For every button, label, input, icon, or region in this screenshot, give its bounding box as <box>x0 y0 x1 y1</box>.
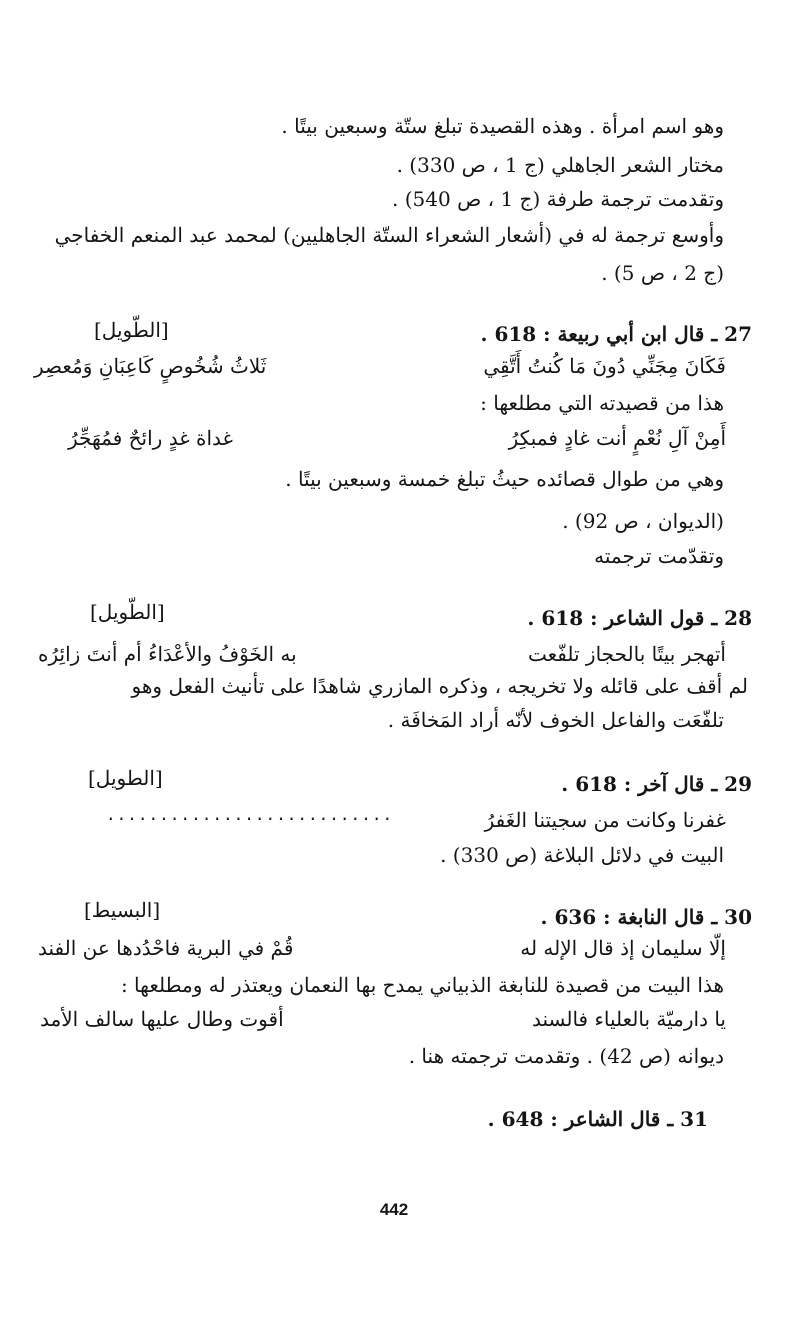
text-line: لم أقف على قائله ولا تخريجه ، وذكره المازري شاهدًا على تأنيث الفعل وهو <box>131 674 748 698</box>
verse-hemistich-first: يا دارميّة بالعلياء فالسند <box>531 1007 726 1031</box>
meter-label: [الطّويل] <box>94 318 169 342</box>
text-line: هذا البيت من قصيدة للنابغة الذبياني يمدح بها النعمان ويعتذر له ومطلعها : <box>120 973 724 997</box>
text-line: وهو اسم امرأة . وهذه القصيدة تبلغ ستّة وسبعين بيتًا . <box>281 114 724 138</box>
entry-heading: 30 ـ قال النابغة : 636 . <box>540 905 752 929</box>
meter-label: [البسيط] <box>84 898 161 922</box>
text-line: البيت في دلائل البلاغة (ص 330) . <box>440 843 724 867</box>
text-line: وهي من طوال قصائده حيثُ تبلغ خمسة وسبعين بيتًا . <box>285 467 724 491</box>
verse-hemistich-second: ثَلاثُ شُخُوصٍ كَاعِبَانِ وَمُعصِر <box>34 354 267 378</box>
verse-hemistich-first: فَكَانَ مِجَنِّي دُونَ مَا كُنتُ أَتَّقِي <box>483 354 726 378</box>
verse-hemistich-second: غفرنا وكانت من سجيتنا الغَفرُ <box>484 808 726 832</box>
entry-heading: 28 ـ قول الشاعر : 618 . <box>527 606 752 630</box>
text-line: وتقدمت ترجمة طرفة (ج 1 ، ص 540) . <box>392 187 724 211</box>
verse-hemistich-first: أتهجر بيتًا بالحجاز تلفّعت <box>527 642 726 666</box>
text-line: ديوانه (ص 42) . وتقدمت ترجمته هنا . <box>408 1044 724 1068</box>
meter-label: [الطّويل] <box>90 600 165 624</box>
text-line: (الديوان ، ص 92) . <box>562 509 724 533</box>
verse-hemistich-second: قُمْ في البرية فاحْدُدها عن الفند <box>38 936 294 960</box>
text-line: (ج 2 ، ص 5) . <box>601 261 724 285</box>
text-line: وتقدّمت ترجمته <box>594 544 724 568</box>
verse-hemistich-second: به الخَوْفُ والأعْدَاءُ أم أنتَ زائِرُه <box>38 642 297 666</box>
verse-hemistich-second: غداة غدٍ رائحٌ فمُهَجِّرُ <box>68 426 233 450</box>
page-number: 442 <box>379 1200 409 1219</box>
text-line: مختار الشعر الجاهلي (ج 1 ، ص 330) . <box>396 153 724 177</box>
text-line: هذا من قصيدته التي مطلعها : <box>480 391 724 415</box>
verse-hemistich-first: أَمِنْ آلِ نُعْمٍ أنت غادٍ فمبكِرُ <box>508 426 726 450</box>
entry-heading: 27 ـ قال ابن أبي ربيعة : 618 . <box>480 322 752 346</box>
verse-hemistich-second: أقوت وطال عليها سالف الأمد <box>40 1007 284 1031</box>
text-line: تلفّعَت والفاعل الخوف لأنّه أراد المَخافَة . <box>387 708 724 732</box>
entry-heading: 29 ـ قال آخر : 618 . <box>561 772 752 796</box>
entry-heading: 31 ـ قال الشاعر : 648 . <box>487 1107 708 1131</box>
meter-label: [الطويل] <box>88 766 163 790</box>
verse-hemistich-first: إلّا سليمان إذ قال الإله له <box>520 936 726 960</box>
text-line: وأوسع ترجمة له في (أشعار الشعراء الستّة الجاهليين) لمحمد عبد المنعم الخفاجي <box>54 223 724 247</box>
verse-omitted-hemistich: ........................... <box>106 805 394 824</box>
